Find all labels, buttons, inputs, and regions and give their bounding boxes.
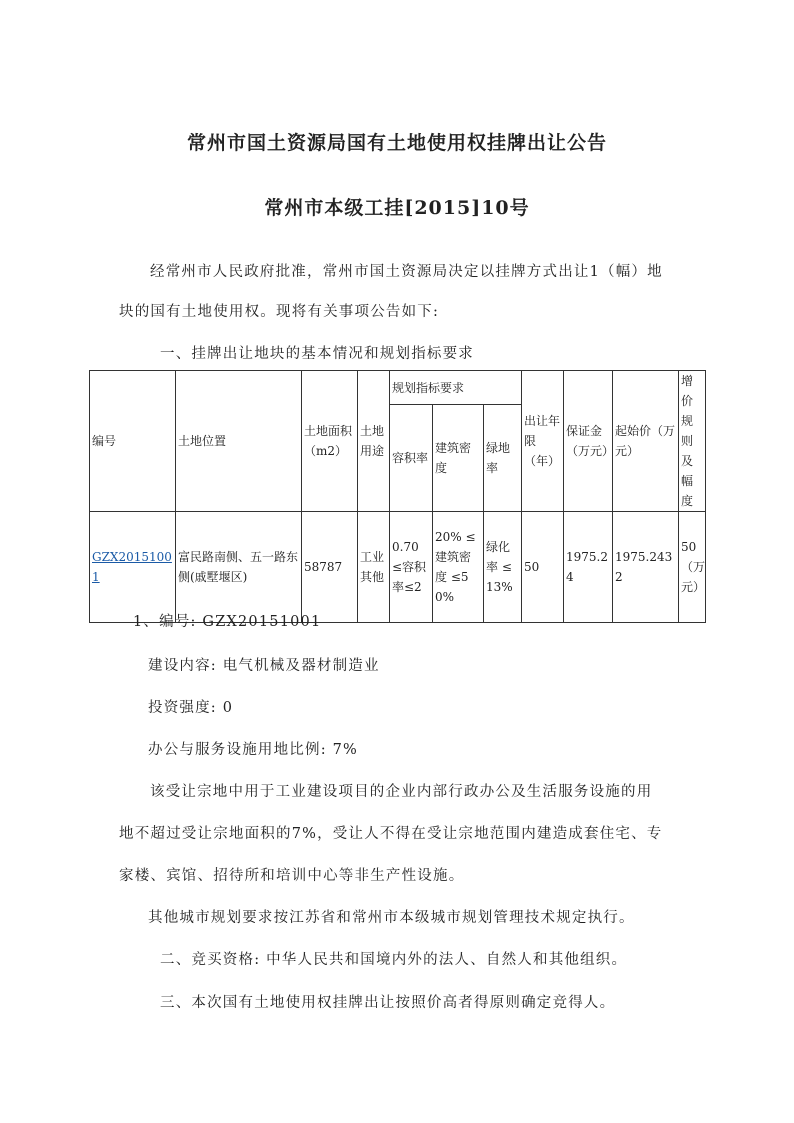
section-2: 二、竞买资格: 中华人民共和国境内外的法人、自然人和其他组织。 (160, 952, 628, 968)
header-use: 土地用途 (358, 371, 390, 512)
header-density: 建筑密度 (433, 405, 484, 512)
section-1-heading: 一、挂牌出让地块的基本情况和规划指标要求 (160, 346, 474, 362)
cell-deposit: 1975.24 (564, 512, 613, 623)
parcel-id-link[interactable]: GZX20151001 (92, 550, 172, 584)
section-3: 三、本次国有土地使用权挂牌出让按照价高者得原则确定竞得人。 (160, 995, 616, 1011)
land-plan-table (89, 370, 706, 623)
table-header-row (90, 371, 706, 405)
construction-content: 建设内容: 电气机械及器材制造业 (148, 658, 380, 674)
header-location: 土地位置 (176, 371, 302, 512)
header-id: 编号 (90, 371, 176, 512)
other-planning-requirements: 其他城市规划要求按江苏省和常州市本级城市规划管理技术规定执行。 (148, 910, 635, 926)
cell-far: 0.70 ≤容积率≤2 (390, 512, 433, 623)
intro-line-2: 块的国有土地使用权。现将有关事项公告如下: (119, 304, 440, 320)
cell-use: 工业其他 (358, 512, 390, 623)
cell-increment: 50（万元） (679, 512, 706, 623)
header-plan-group: 规划指标要求 (390, 371, 522, 405)
item-number: 1、编号: GZX20151001 (133, 614, 322, 630)
header-increment: 增价规则及幅度 (679, 371, 706, 512)
header-area: 土地面积（m2） (302, 371, 358, 512)
cell-id[interactable] (90, 512, 176, 623)
cell-green: 绿化率 ≤13% (484, 512, 522, 623)
header-far: 容积率 (390, 405, 433, 512)
detail-paragraph-line-1: 该受让宗地中用于工业建设项目的企业内部行政办公及生活服务设施的用 (150, 784, 653, 800)
cell-start-price: 1975.2432 (613, 512, 679, 623)
notice-number: 常州市本级工挂[2015]10号 (264, 197, 530, 219)
detail-paragraph-line-2: 地不超过受让宗地面积的7%，受让人不得在受让宗地范围内建造成套住宅、专 (119, 826, 663, 842)
investment-intensity: 投资强度: 0 (148, 700, 234, 716)
cell-location: 富民路南侧、五一路东侧(戚墅堰区) (176, 512, 302, 623)
notice-title: 常州市国土资源局国有土地使用权挂牌出让公告 (186, 132, 607, 154)
office-ratio: 办公与服务设施用地比例: 7% (148, 742, 358, 758)
header-start-price: 起始价（万元） (613, 371, 679, 512)
detail-paragraph-line-3: 家楼、宾馆、招待所和培训中心等非生产性设施。 (119, 868, 465, 884)
header-deposit: 保证金（万元） (564, 371, 613, 512)
cell-area: 58787 (302, 512, 358, 623)
header-term: 出让年限（年） (522, 371, 564, 512)
table-row (90, 512, 706, 623)
cell-density: 20% ≤建筑密度 ≤50% (433, 512, 484, 623)
intro-line-1: 经常州市人民政府批准，常州市国土资源局决定以挂牌方式出让1（幅）地 (150, 264, 663, 280)
header-green: 绿地率 (484, 405, 522, 512)
cell-term: 50 (522, 512, 564, 623)
